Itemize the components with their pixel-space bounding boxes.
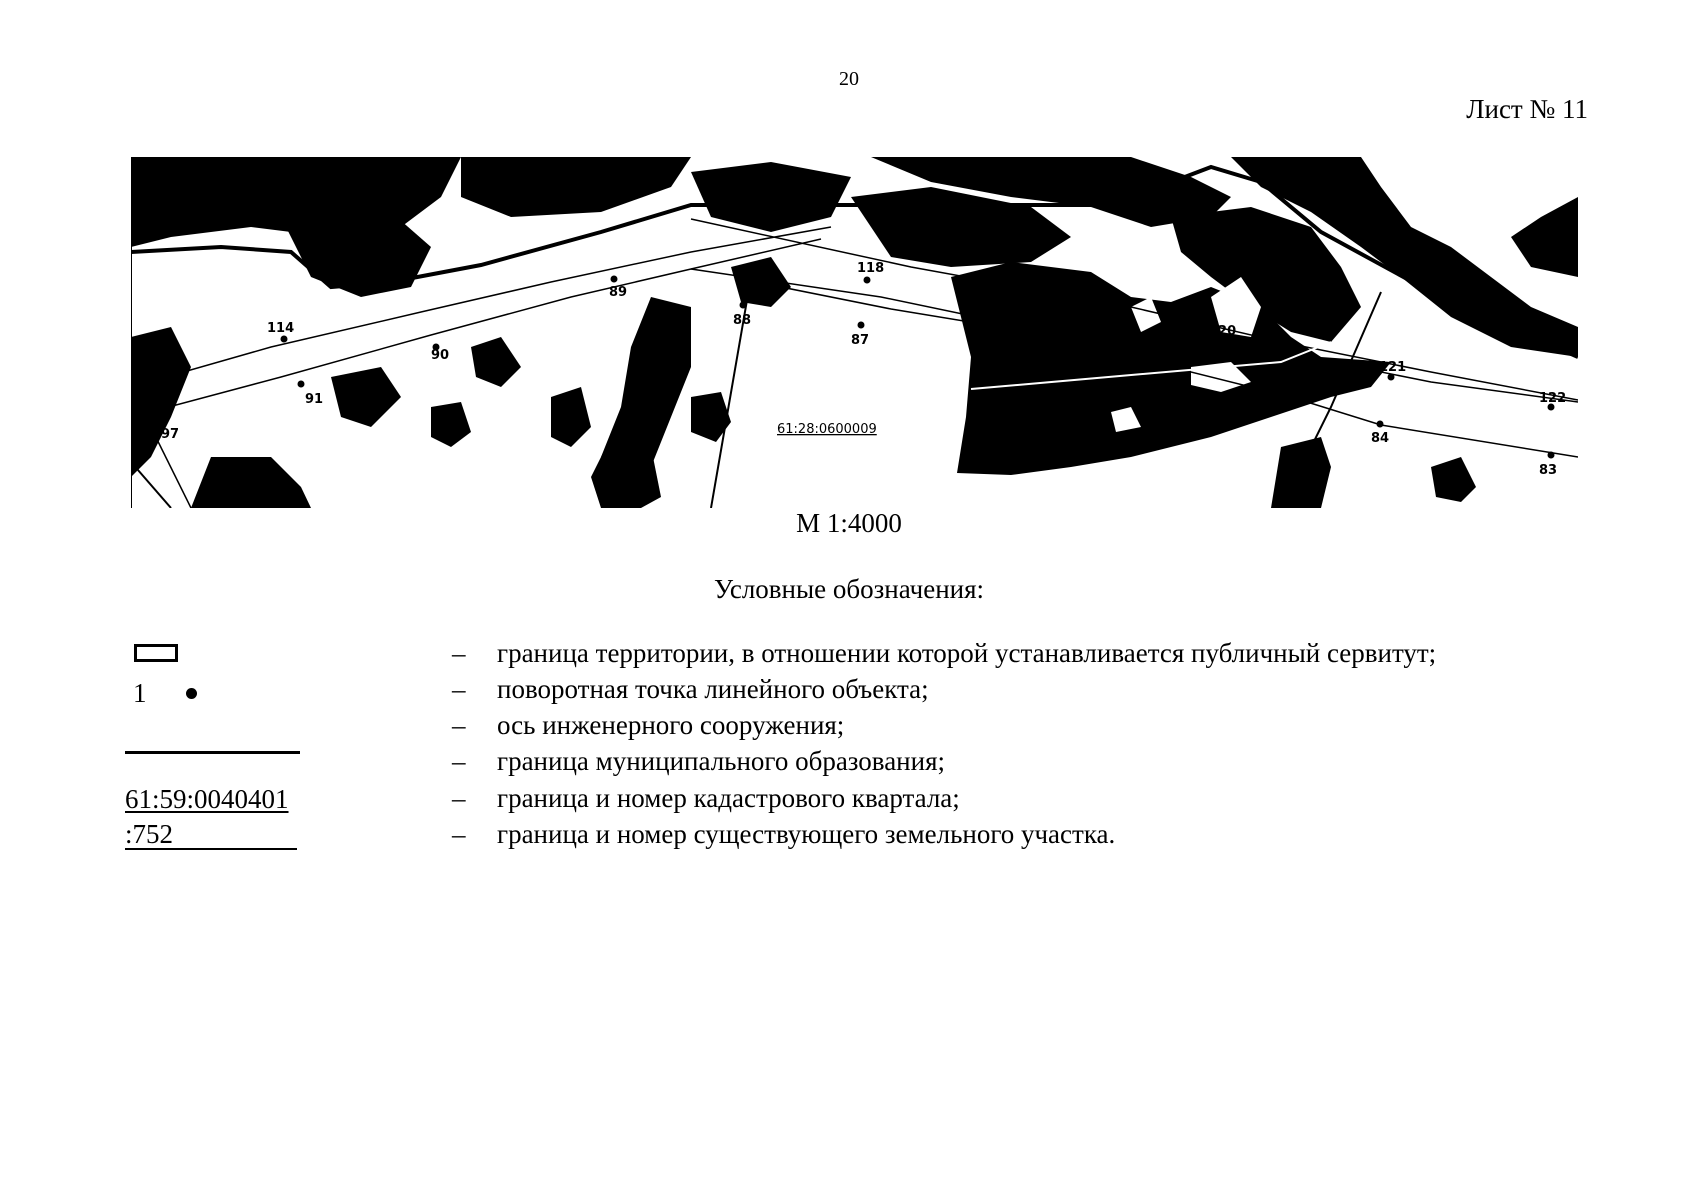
- legend-item: [0, 746, 1698, 782]
- legend-title: Условные обозначения:: [713, 574, 985, 604]
- legend-item: [0, 638, 1698, 674]
- turning-point-number: 1: [133, 678, 147, 708]
- legend-item-text: граница и номер кадастрового квартала;: [497, 783, 960, 813]
- legend-dash: –: [452, 783, 466, 813]
- point-label: 91: [305, 392, 324, 407]
- point-label: 84: [1371, 431, 1390, 446]
- legend-dash: –: [452, 710, 466, 740]
- legend-dash: –: [452, 819, 466, 849]
- point-label: 83: [1539, 463, 1558, 478]
- legend-dash: –: [452, 638, 466, 668]
- legend-item-text: граница территории, в отношении которой устанавливается публичный сервитут;: [497, 638, 1437, 668]
- sheet-label: Лист № 11: [1466, 94, 1588, 124]
- page-number: 20: [839, 68, 859, 90]
- legend-item-text: ось инженерного сооружения;: [497, 710, 845, 740]
- legend-item: [0, 819, 1698, 855]
- point-label: 87: [851, 333, 870, 348]
- legend-item-text: граница муниципального образования;: [497, 746, 946, 776]
- scale-label: М 1:4000: [796, 508, 902, 538]
- point-label: 113: [133, 365, 161, 380]
- point-label: 97: [161, 427, 180, 442]
- point-label: 89: [609, 285, 628, 300]
- cadastral-quarter-symbol: 61:59:0040401: [125, 784, 289, 814]
- legend-item-text: граница и номер существующего земельного участка.: [497, 819, 1116, 849]
- point-label: 118: [857, 261, 885, 276]
- legend-dash: –: [452, 674, 466, 704]
- point-label: 114: [267, 321, 295, 336]
- point-label: 121: [1379, 360, 1407, 375]
- legend-item-text: поворотная точка линейного объекта;: [497, 674, 929, 704]
- map-image: [131, 157, 1578, 508]
- point-label: 88: [733, 313, 752, 328]
- parcel-symbol: :752: [125, 820, 297, 850]
- legend-item: [0, 710, 1698, 746]
- cadastral-quarter-label: 61:28:0600009: [777, 422, 877, 437]
- legend-item: [0, 674, 1698, 710]
- point-label: 120: [1209, 324, 1237, 339]
- legend-item: [0, 783, 1698, 819]
- legend-dash: –: [452, 746, 466, 776]
- point-label: 90: [431, 348, 450, 363]
- point-label: 122: [1539, 391, 1567, 406]
